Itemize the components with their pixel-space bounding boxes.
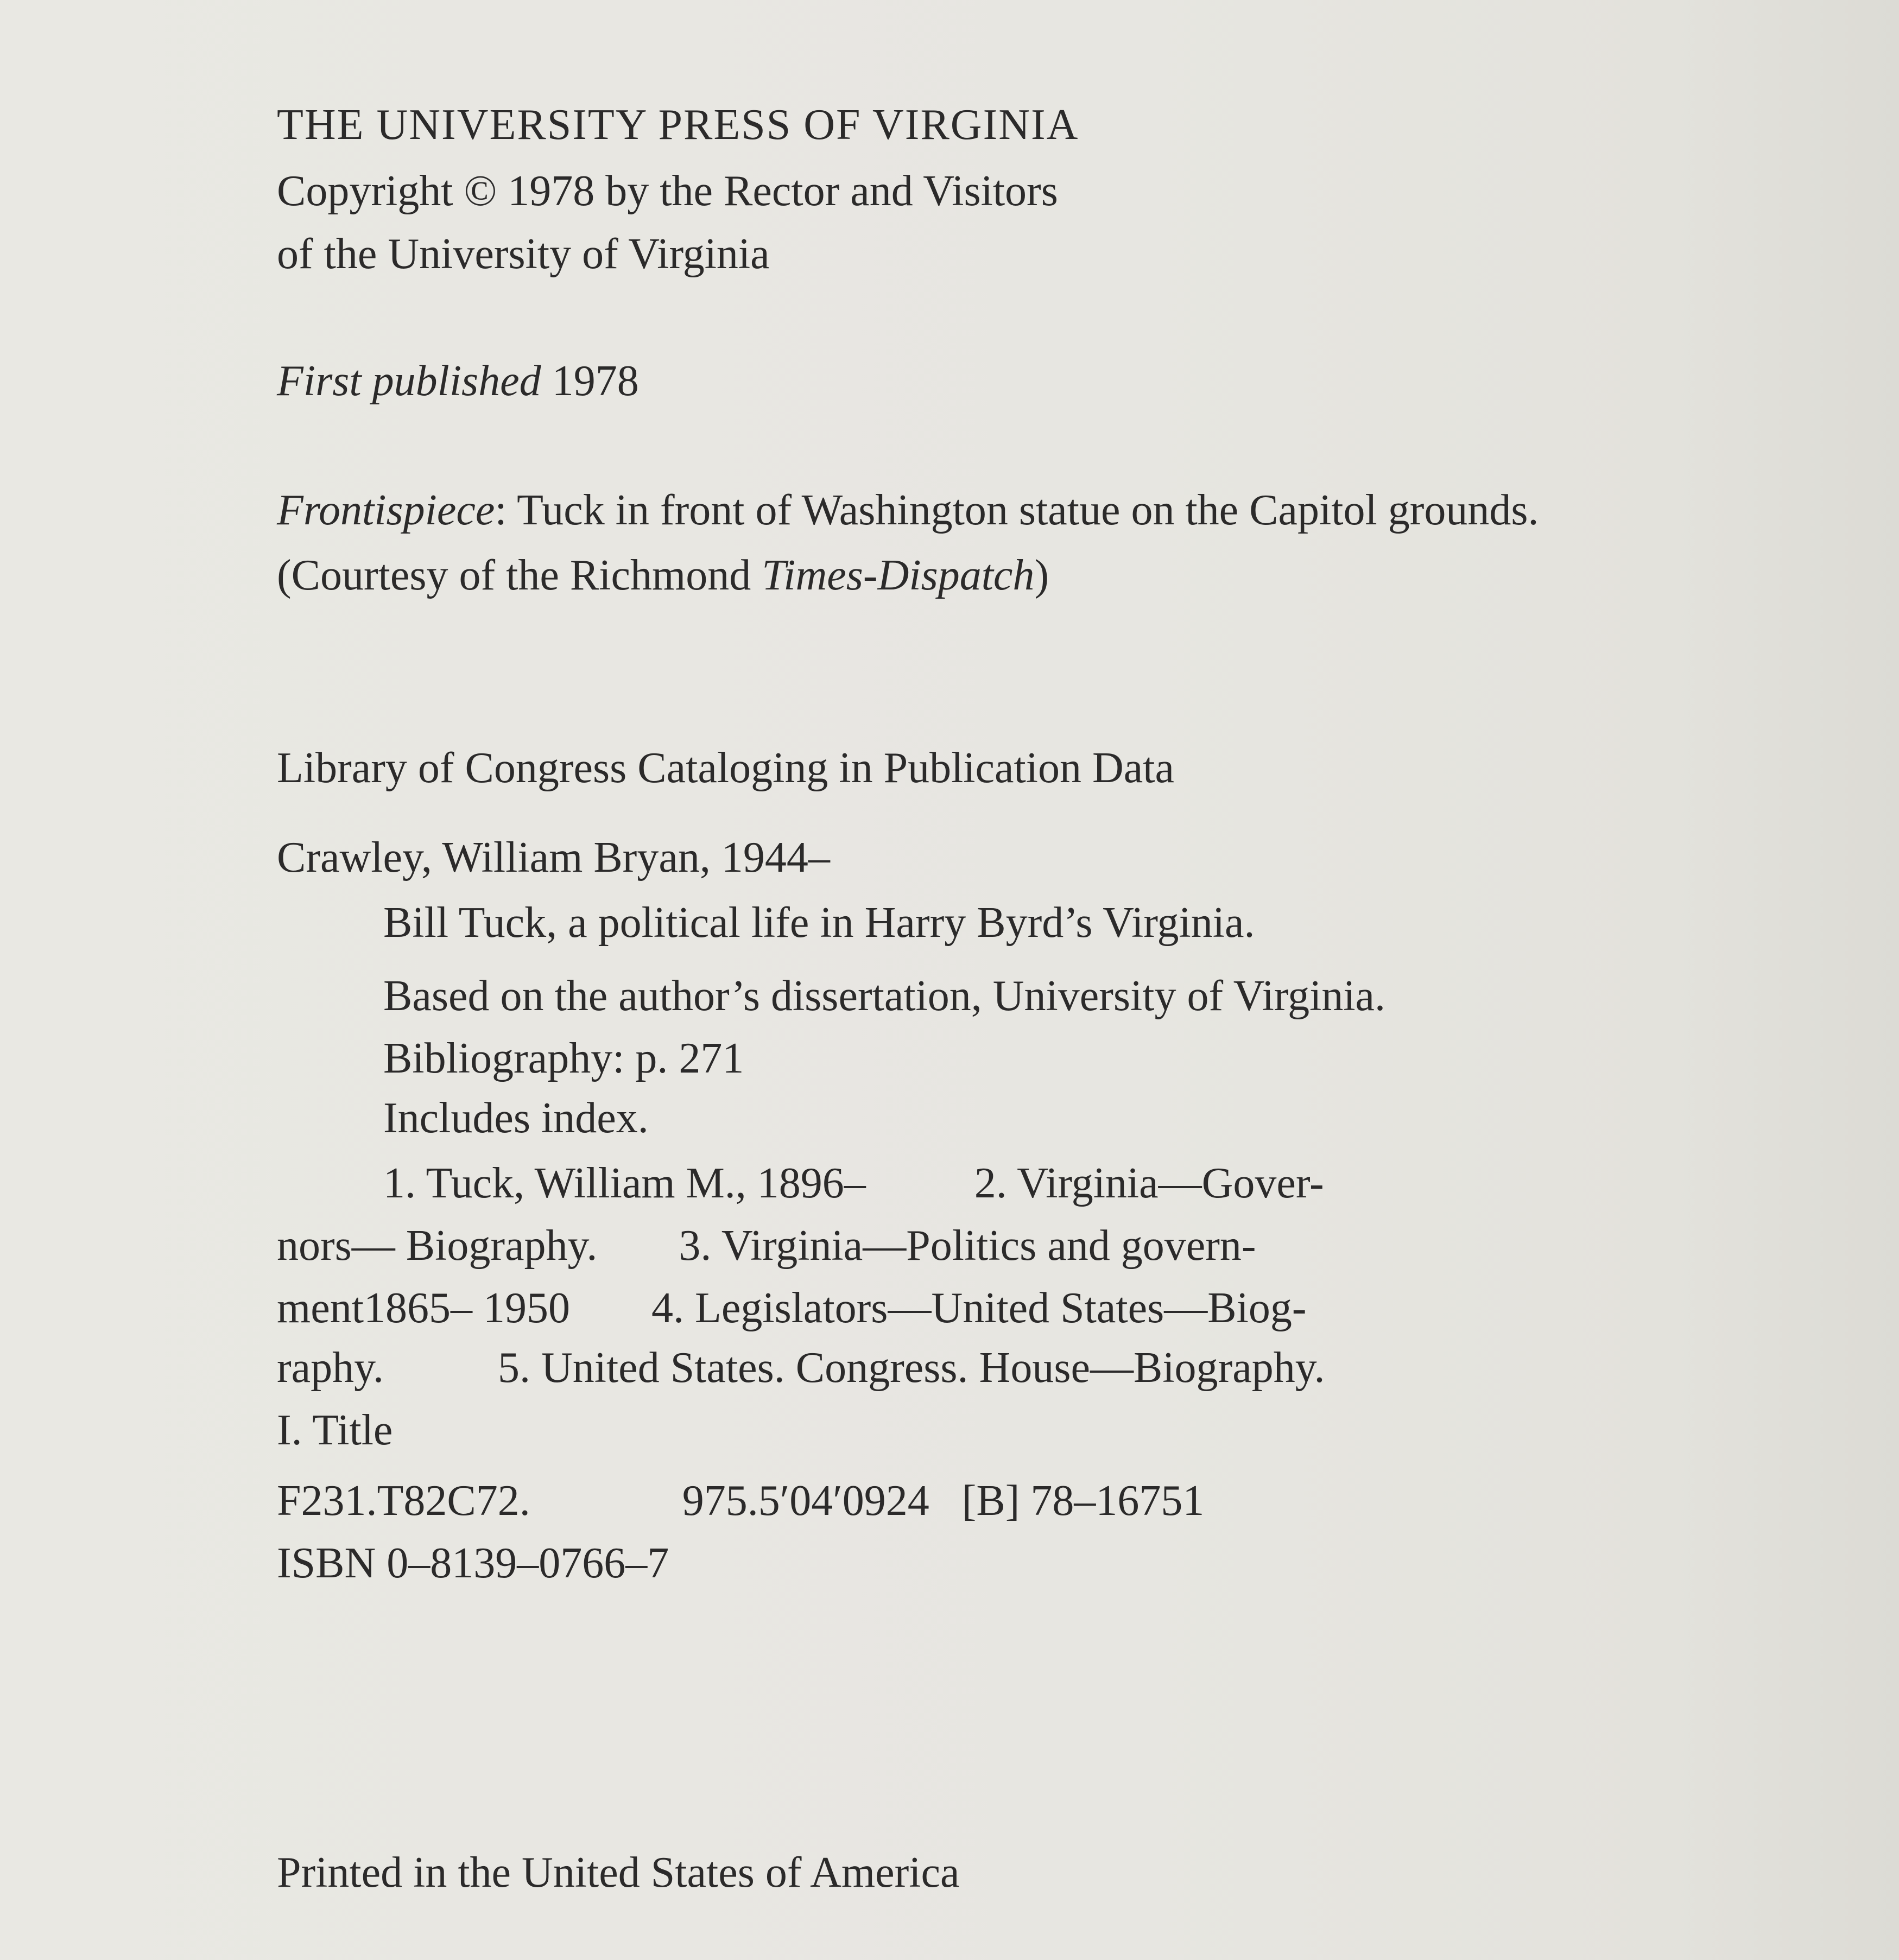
cip-subjects-line-3 <box>277 1281 1307 1335</box>
subject-4: 4. Legislators—United States—Biog- <box>651 1284 1307 1332</box>
first-published-year: 1978 <box>552 357 639 405</box>
cip-subjects-line-1 <box>383 1156 1324 1210</box>
subject-3: 3. Virginia—Politics and govern- <box>679 1222 1256 1270</box>
credit-prefix: (Courtesy of the Richmond <box>277 551 762 599</box>
cip-note-dissertation: Based on the author’s dissertation, University of Virginia. <box>383 972 1386 1020</box>
frontispiece-text: : Tuck in front of Washington statue on the Capitol grounds. <box>495 486 1539 534</box>
cip-note-index: Includes index. <box>383 1094 649 1142</box>
first-published-label: First published <box>277 357 541 405</box>
subject-3-cont: ment1865– 1950 <box>277 1284 570 1332</box>
subject-1: 1. Tuck, William M., 1896– <box>383 1159 866 1207</box>
subject-5: 5. United States. Congress. House—Biography. <box>497 1344 1325 1392</box>
subject-4-cont: raphy. <box>277 1344 384 1392</box>
lccn: [B] 78–16751 <box>961 1477 1205 1525</box>
credit-suffix: ) <box>1034 551 1049 599</box>
cip-title-entry: I. Title <box>277 1406 393 1454</box>
publisher-name: THE UNIVERSITY PRESS OF VIRGINIA <box>277 101 1079 149</box>
cip-subjects-line-2 <box>277 1219 1256 1273</box>
subject-2: 2. Virginia—Gover- <box>974 1159 1324 1207</box>
cip-note-bibliography: Bibliography: p. 271 <box>383 1035 744 1082</box>
cip-author: Crawley, William Bryan, 1944– <box>277 834 830 881</box>
copyright-line-1: Copyright © 1978 by the Rector and Visitors <box>277 167 1058 215</box>
subject-2-cont: nors— Biography. <box>277 1222 598 1270</box>
cip-classification <box>277 1474 1204 1528</box>
copyright-line-2: of the University of Virginia <box>277 230 770 278</box>
frontispiece-label: Frontispiece <box>277 486 495 534</box>
frontispiece-credit <box>277 548 1049 602</box>
cip-heading: Library of Congress Cataloging in Publication Data <box>277 744 1175 792</box>
isbn: ISBN 0–8139–0766–7 <box>277 1539 669 1587</box>
first-published <box>277 354 639 408</box>
call-number: F231.T82C72. <box>277 1477 530 1525</box>
frontispiece-caption <box>277 483 1539 537</box>
cip-subjects-line-4 <box>277 1341 1325 1395</box>
dewey-number: 975.5′04′0924 <box>682 1477 929 1525</box>
printed-in: Printed in the United States of America <box>277 1849 960 1896</box>
credit-newspaper: Times-Dispatch <box>762 551 1035 599</box>
cip-title: Bill Tuck, a political life in Harry Byrd’s Virginia. <box>383 899 1255 947</box>
